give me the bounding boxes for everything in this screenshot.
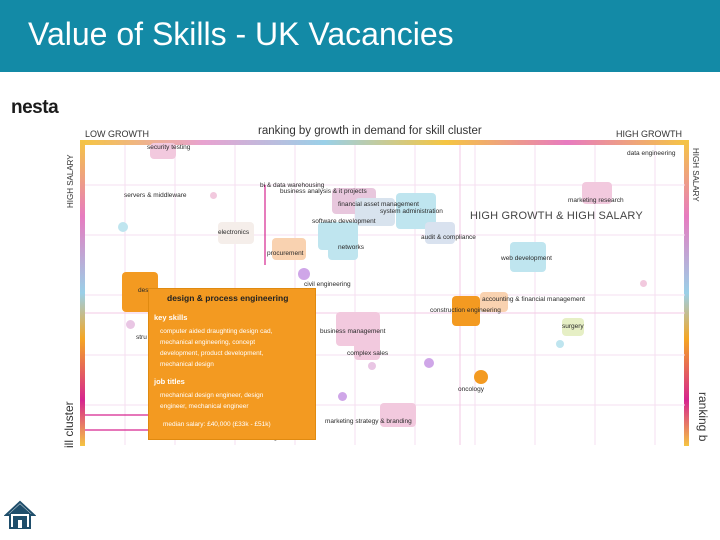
- panel-key-skills-line-2: mechanical engineering, concept: [160, 339, 256, 346]
- dot-6: [368, 362, 376, 370]
- node-surgery: surgery: [562, 323, 584, 330]
- dot-9: [640, 280, 647, 287]
- node-stru: stru: [136, 334, 147, 341]
- dot-5: [338, 392, 347, 401]
- dot-8: [556, 340, 564, 348]
- dot-10: [210, 192, 217, 199]
- node-procurement: procurement: [267, 250, 304, 257]
- node-audit: audit & compliance: [421, 234, 476, 241]
- high-growth-label: HIGH GROWTH: [616, 129, 682, 139]
- panel-key-skills-line-4: mechanical design: [160, 361, 214, 368]
- node-business-mgmt: business management: [320, 328, 386, 335]
- node-marketing-research: marketing research: [568, 197, 624, 204]
- low-growth-label: LOW GROWTH: [85, 129, 149, 139]
- node-business-analysis: business analysis & it projects: [280, 188, 367, 195]
- panel-job-titles-line-2: engineer, mechanical engineer: [160, 403, 249, 410]
- panel-title: design & process engineering: [167, 293, 289, 303]
- node-data-eng: data engineering: [627, 150, 676, 157]
- panel-key-skills-line-1: computer aided draughting design cad,: [160, 328, 273, 335]
- dot-2: [298, 268, 310, 280]
- node-electronics: electronics: [218, 229, 250, 236]
- panel-key-skills-heading: key skills: [154, 313, 188, 322]
- nesta-logo: nesta: [11, 97, 59, 118]
- chart-top-title: ranking by growth in demand for skill cluster: [258, 125, 482, 137]
- panel-key-skills-line-3: development, product development,: [160, 350, 264, 357]
- node-bi: bi & data warehousing: [260, 182, 325, 189]
- node-financial: financial asset management: [338, 201, 419, 208]
- node-complex-sales: complex sales: [347, 350, 389, 357]
- node-marketing-strategy: marketing strategy & branding: [325, 418, 412, 425]
- node-construction: construction engineering: [430, 307, 501, 314]
- node-design-short: des: [138, 287, 149, 294]
- home-icon[interactable]: [4, 500, 36, 530]
- panel-job-titles-line-1: mechanical design engineer, design: [160, 392, 264, 399]
- left-axis-bottom-label: ill cluster: [62, 401, 76, 448]
- panel-median-salary: median salary: £40,000 (£33k - £51k): [163, 421, 271, 428]
- node-oncology: oncology: [458, 386, 485, 393]
- quadrant-label: HIGH GROWTH & HIGH SALARY: [470, 210, 643, 222]
- panel-job-titles-heading: job titles: [154, 377, 185, 386]
- right-axis-high-salary: HIGH SALARY: [691, 148, 700, 202]
- dot-3: [474, 370, 488, 384]
- node-web-dev: web development: [501, 255, 552, 262]
- node-software: software development: [312, 218, 376, 225]
- node-accounting: accounting & financial management: [482, 296, 585, 303]
- dot-1: [118, 222, 128, 232]
- slide-title: Value of Skills - UK Vacancies: [28, 16, 454, 52]
- dot-7: [126, 320, 135, 329]
- dot-4: [424, 358, 434, 368]
- node-servers: servers & middleware: [124, 192, 187, 199]
- skill-detail-panel: [148, 288, 316, 440]
- right-axis-bottom-label: ranking b: [696, 392, 710, 442]
- node-networks: networks: [338, 244, 365, 251]
- slide-header: [0, 0, 720, 72]
- node-civil: civil engineering: [304, 281, 351, 288]
- node-system-admin: system administration: [380, 208, 443, 215]
- left-axis-high-salary: HIGH SALARY: [66, 154, 75, 208]
- node-security: security testing: [147, 144, 191, 151]
